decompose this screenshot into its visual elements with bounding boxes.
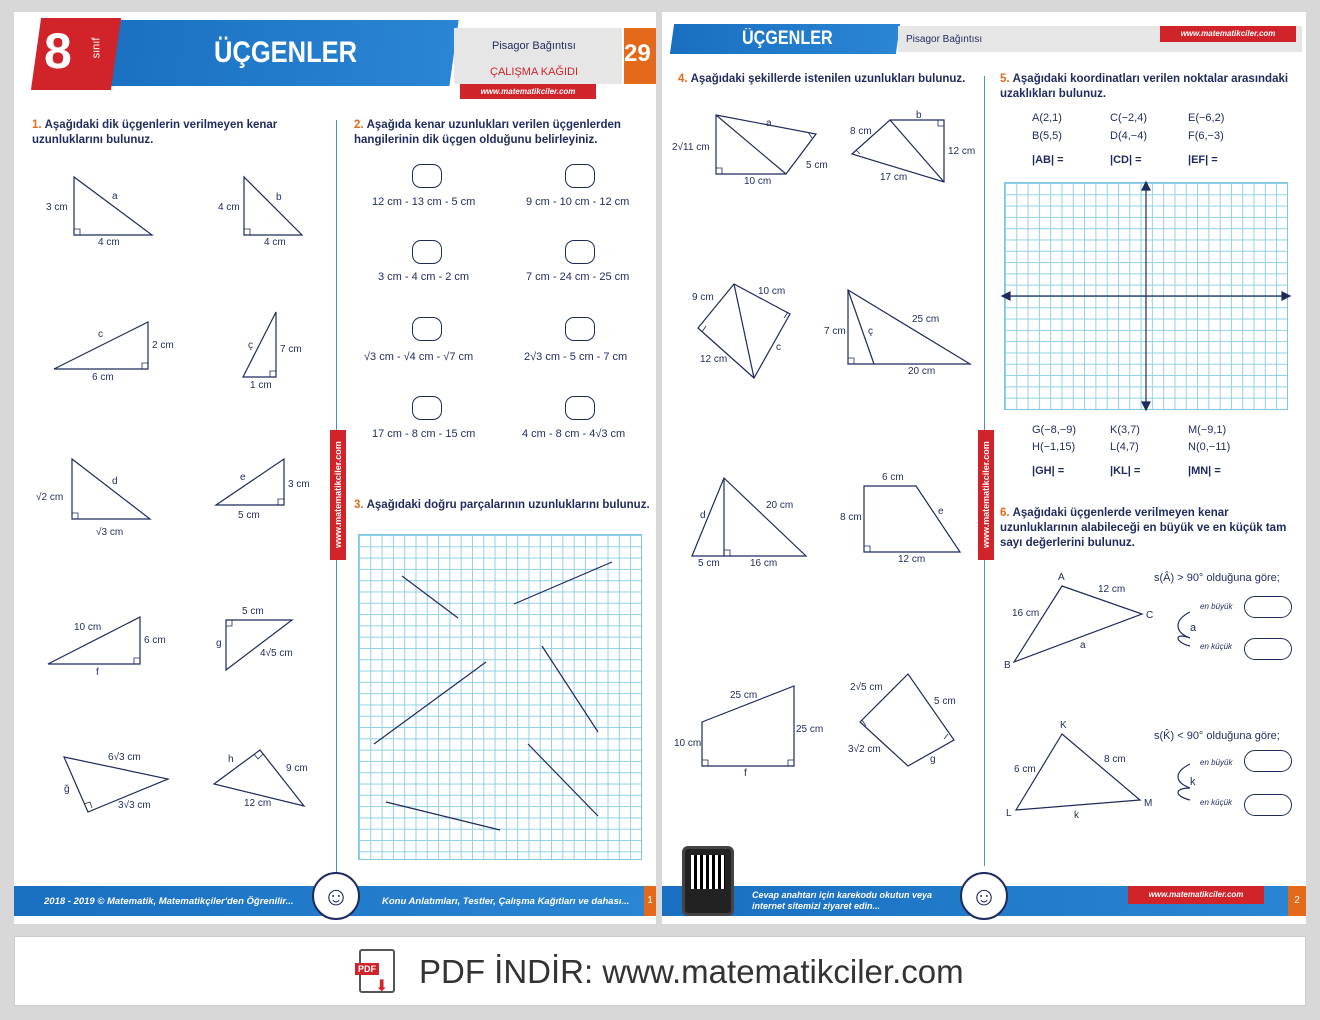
- q6-t2-vertex-k: K: [1060, 720, 1067, 731]
- q1-label-e2: d: [112, 476, 118, 487]
- q4-label-g4: f: [744, 768, 747, 779]
- q4-label-e2: 20 cm: [766, 500, 794, 511]
- footer-page-number-right: 2: [1288, 886, 1306, 916]
- question-2-prompt: Aşağıda kenar uzunlukları verilen üçgenlerden hangilerinin dik üçgen olduğunu belirleyiniz.: [354, 119, 621, 146]
- q5-point-6: F(6,−3): [1188, 130, 1224, 142]
- q1-label-i3: 3√3 cm: [118, 800, 151, 811]
- q5-answer-kl: |KL| =: [1110, 465, 1141, 477]
- q1-label-c1: c: [98, 329, 103, 340]
- q1-label-b3: b: [276, 192, 282, 203]
- q6-t1-vertex-b: B: [1004, 660, 1011, 671]
- q1-label-d1: ç: [248, 340, 253, 351]
- sheet-number: 29: [624, 40, 651, 67]
- question-4-prompt: Aşağıdaki şekillerde istenilen uzunlukları bulunuz.: [690, 73, 966, 85]
- side-website-band: www.matematikciler.com: [330, 430, 346, 560]
- sheet-label: ÇALIŞMA KAĞIDI: [490, 66, 579, 78]
- q4-label-a1: 2√11 cm: [672, 142, 710, 153]
- page-subtitle-right: Pisagor Bağıntısı: [906, 34, 983, 45]
- q5-point-1: A(2,1): [1032, 112, 1062, 124]
- q4-label-c4: c: [776, 342, 781, 353]
- q6-t2-vertex-m: M: [1144, 798, 1153, 809]
- pdf-badge: PDF: [355, 963, 379, 975]
- q5-answer-gh: |GH| =: [1032, 465, 1065, 477]
- q1-label-e1: √2 cm: [36, 492, 64, 503]
- q4-label-g2: 10 cm: [674, 738, 702, 749]
- q4-label-c1: 9 cm: [692, 292, 714, 303]
- q4-label-c2: 10 cm: [758, 286, 786, 297]
- qr-code-icon: [691, 855, 725, 889]
- q5-point-7: G(−8,−9): [1032, 424, 1077, 436]
- q4-label-d3: 25 cm: [912, 314, 940, 325]
- q5-answer-ef: |EF| =: [1188, 154, 1218, 166]
- q4-label-e1: d: [700, 510, 706, 521]
- q5-point-2: C(−2,4): [1110, 112, 1147, 124]
- q4-label-b1: b: [916, 110, 922, 121]
- footer-qr-text: Cevap anahtarı için karekodu okutun veya internet sitemizi ziyaret edin...: [752, 890, 933, 911]
- q2-option-2: 9 cm - 10 cm - 12 cm: [526, 196, 630, 208]
- q2-option-5: √3 cm - √4 cm - √7 cm: [364, 351, 474, 363]
- side-website-band-right: www.matematikciler.com: [978, 430, 994, 560]
- q6-t1-side-3: a: [1080, 640, 1086, 651]
- q4-label-b3: 12 cm: [948, 146, 976, 157]
- q5-point-11: L(4,7): [1110, 441, 1139, 453]
- question-1-number: 1.: [32, 119, 42, 131]
- q1-label-b2: 4 cm: [264, 237, 286, 248]
- q4-label-a3: 5 cm: [806, 160, 828, 171]
- footer-page-number: 1: [644, 886, 656, 916]
- q2-option-7: 17 cm - 8 cm - 15 cm: [372, 428, 476, 440]
- q1-label-h3: 4√5 cm: [260, 648, 293, 659]
- q4-label-b4: 17 cm: [880, 172, 908, 183]
- header-website-right: www.matematikciler.com: [1160, 26, 1296, 42]
- download-arrow-icon: ⬇: [375, 978, 389, 995]
- download-text[interactable]: PDF İNDİR: www.matematikciler.com: [419, 953, 964, 990]
- q5-point-4: B(5,5): [1032, 130, 1062, 142]
- q5-answer-ab: |AB| =: [1032, 154, 1064, 166]
- q4-label-b2: 8 cm: [850, 126, 872, 137]
- q6-answer-min-1[interactable]: [1244, 638, 1292, 660]
- question-5-prompt: Aşağıdaki koordinatları verilen noktalar arasındaki uzaklıkları bulunuz.: [1000, 73, 1289, 100]
- q4-label-g1: 25 cm: [730, 690, 758, 701]
- q4-label-d2: ç: [868, 326, 873, 337]
- question-5-number: 5.: [1000, 73, 1010, 85]
- q2-option-3: 3 cm - 4 cm - 2 cm: [378, 271, 470, 283]
- q4-label-h1: 2√5 cm: [850, 682, 883, 693]
- mascot-logo: ☺: [312, 872, 360, 920]
- footer-website[interactable]: www.matematikciler.com: [1128, 886, 1264, 904]
- worksheet-page-left: [14, 12, 656, 924]
- q1-label-c3: 6 cm: [92, 372, 114, 383]
- q1-label-j2: 9 cm: [286, 763, 308, 774]
- q4-label-e4: 16 cm: [750, 558, 778, 569]
- q4-label-a4: 10 cm: [744, 176, 772, 187]
- q1-label-e3: √3 cm: [96, 527, 124, 538]
- mascot-logo-right: ☺: [960, 872, 1008, 920]
- q1-label-b1: 4 cm: [218, 202, 240, 213]
- download-banner[interactable]: [14, 936, 1306, 1006]
- q4-label-f1: 6 cm: [882, 472, 904, 483]
- page-subtitle: Pisagor Bağıntısı: [492, 40, 576, 52]
- footer-copyright: 2018 - 2019 © Matematik, Matematikçiler'den Öğrenilir...: [44, 896, 294, 907]
- q6-t1-vertex-a: A: [1058, 572, 1065, 583]
- q6-variable-a: a: [1190, 622, 1197, 634]
- worksheet-page-right: [662, 12, 1306, 924]
- question-6-prompt: Aşağıdaki üçgenlerde verilmeyen kenar uzunluklarının alabileceği en büyük ve en küçük tam sayı değerlerini bulunuz.: [1000, 507, 1287, 549]
- question-3-prompt: Aşağıdaki doğru parçalarının uzunluklarını bulunuz.: [366, 499, 650, 511]
- q1-label-f3: 5 cm: [238, 510, 260, 521]
- q5-point-8: K(3,7): [1110, 424, 1140, 436]
- page-title: ÜÇGENLER: [214, 36, 358, 69]
- page-title-right: ÜÇGENLER: [742, 28, 833, 49]
- q6-t2-vertex-l: L: [1006, 808, 1012, 819]
- q6-condition-2: s(K̂) < 90° olduğuna göre;: [1154, 730, 1280, 742]
- q1-label-d3: 1 cm: [250, 380, 272, 391]
- q1-label-g1: 10 cm: [74, 622, 102, 633]
- q4-label-f4: 12 cm: [898, 554, 926, 565]
- q6-t2-side-2: 8 cm: [1104, 754, 1126, 765]
- q6-variable-k: k: [1190, 776, 1196, 788]
- q2-option-1: 12 cm - 13 cm - 5 cm: [372, 196, 476, 208]
- q1-label-i1: 6√3 cm: [108, 752, 141, 763]
- q4-label-h3: 3√2 cm: [848, 744, 881, 755]
- q5-point-10: H(−1,15): [1032, 441, 1076, 453]
- q1-label-f2: 3 cm: [288, 479, 310, 490]
- grade-number: 8: [44, 23, 72, 79]
- q4-label-c3: 12 cm: [700, 354, 728, 365]
- question-3-number: 3.: [354, 499, 364, 511]
- q6-t2-side-1: 6 cm: [1014, 764, 1036, 775]
- q3-segments: [14, 12, 656, 912]
- grade-word: sınıf: [90, 37, 103, 59]
- q4-label-d1: 7 cm: [824, 326, 846, 337]
- q1-label-h1: 5 cm: [242, 606, 264, 617]
- q4-label-h4: g: [930, 754, 936, 765]
- q2-option-8: 4 cm - 8 cm - 4√3 cm: [522, 428, 626, 440]
- q1-label-a3: a: [112, 191, 118, 202]
- header-website: www.matematikciler.com: [460, 84, 596, 99]
- q1-label-i2: ğ: [64, 784, 70, 795]
- q5-answer-mn: |MN| =: [1188, 465, 1221, 477]
- q2-option-4: 7 cm - 24 cm - 25 cm: [526, 271, 630, 283]
- q6-min-label-1: en küçük: [1200, 642, 1233, 651]
- q6-t1-vertex-c: C: [1146, 610, 1154, 621]
- q4-label-f3: e: [938, 506, 944, 517]
- q1-label-j3: 12 cm: [244, 798, 272, 809]
- q6-t1-side-1: 16 cm: [1012, 608, 1040, 619]
- q1-label-g3: f: [96, 667, 99, 678]
- q1-label-a1: 3 cm: [46, 202, 68, 213]
- q5-answer-cd: |CD| =: [1110, 154, 1142, 166]
- q6-answer-max-1[interactable]: [1244, 596, 1292, 618]
- q1-label-h2: g: [216, 638, 222, 649]
- q6-t1-side-2: 12 cm: [1098, 584, 1126, 595]
- question-1-prompt: Aşağıdaki dik üçgenlerin verilmeyen kenar uzunluklarını bulunuz.: [32, 119, 278, 146]
- pdf-file-icon: [359, 949, 395, 993]
- q6-t2-side-3: k: [1074, 810, 1079, 821]
- q4-label-h2: 5 cm: [934, 696, 956, 707]
- q1-label-f1: e: [240, 472, 246, 483]
- q6-max-label-1: en büyük: [1200, 602, 1233, 611]
- qr-phone-icon: [682, 846, 734, 916]
- q6-min-label-2: en küçük: [1200, 798, 1233, 807]
- q4-label-a2: a: [766, 118, 772, 129]
- q5-point-3: E(−6,2): [1188, 112, 1225, 124]
- q4-label-g3: 25 cm: [796, 724, 824, 735]
- q5-point-9: M(−9,1): [1188, 424, 1227, 436]
- q6-max-label-2: en büyük: [1200, 758, 1233, 767]
- q4-label-f2: 8 cm: [840, 512, 862, 523]
- footer-slogan: Konu Anlatımları, Testler, Çalışma Kağıtları ve dahası...: [382, 896, 630, 907]
- q6-answer-min-2[interactable]: [1244, 794, 1292, 816]
- question-2-number: 2.: [354, 119, 364, 131]
- q4-label-d4: 20 cm: [908, 366, 936, 377]
- q1-label-g2: 6 cm: [144, 635, 166, 646]
- q1-label-d2: 7 cm: [280, 344, 302, 355]
- question-4-number: 4.: [678, 73, 688, 85]
- q6-condition-1: s(Â) > 90° olduğuna göre;: [1154, 572, 1280, 584]
- q5-point-12: N(0,−11): [1188, 441, 1231, 453]
- q4-label-e3: 5 cm: [698, 558, 720, 569]
- q1-label-a2: 4 cm: [98, 237, 120, 248]
- q6-answer-max-2[interactable]: [1244, 750, 1292, 772]
- q5-point-5: D(4,−4): [1110, 130, 1147, 142]
- question-6-number: 6.: [1000, 507, 1010, 519]
- q2-option-6: 2√3 cm - 5 cm - 7 cm: [524, 351, 628, 363]
- q1-label-j1: h: [228, 754, 234, 765]
- q1-label-c2: 2 cm: [152, 340, 174, 351]
